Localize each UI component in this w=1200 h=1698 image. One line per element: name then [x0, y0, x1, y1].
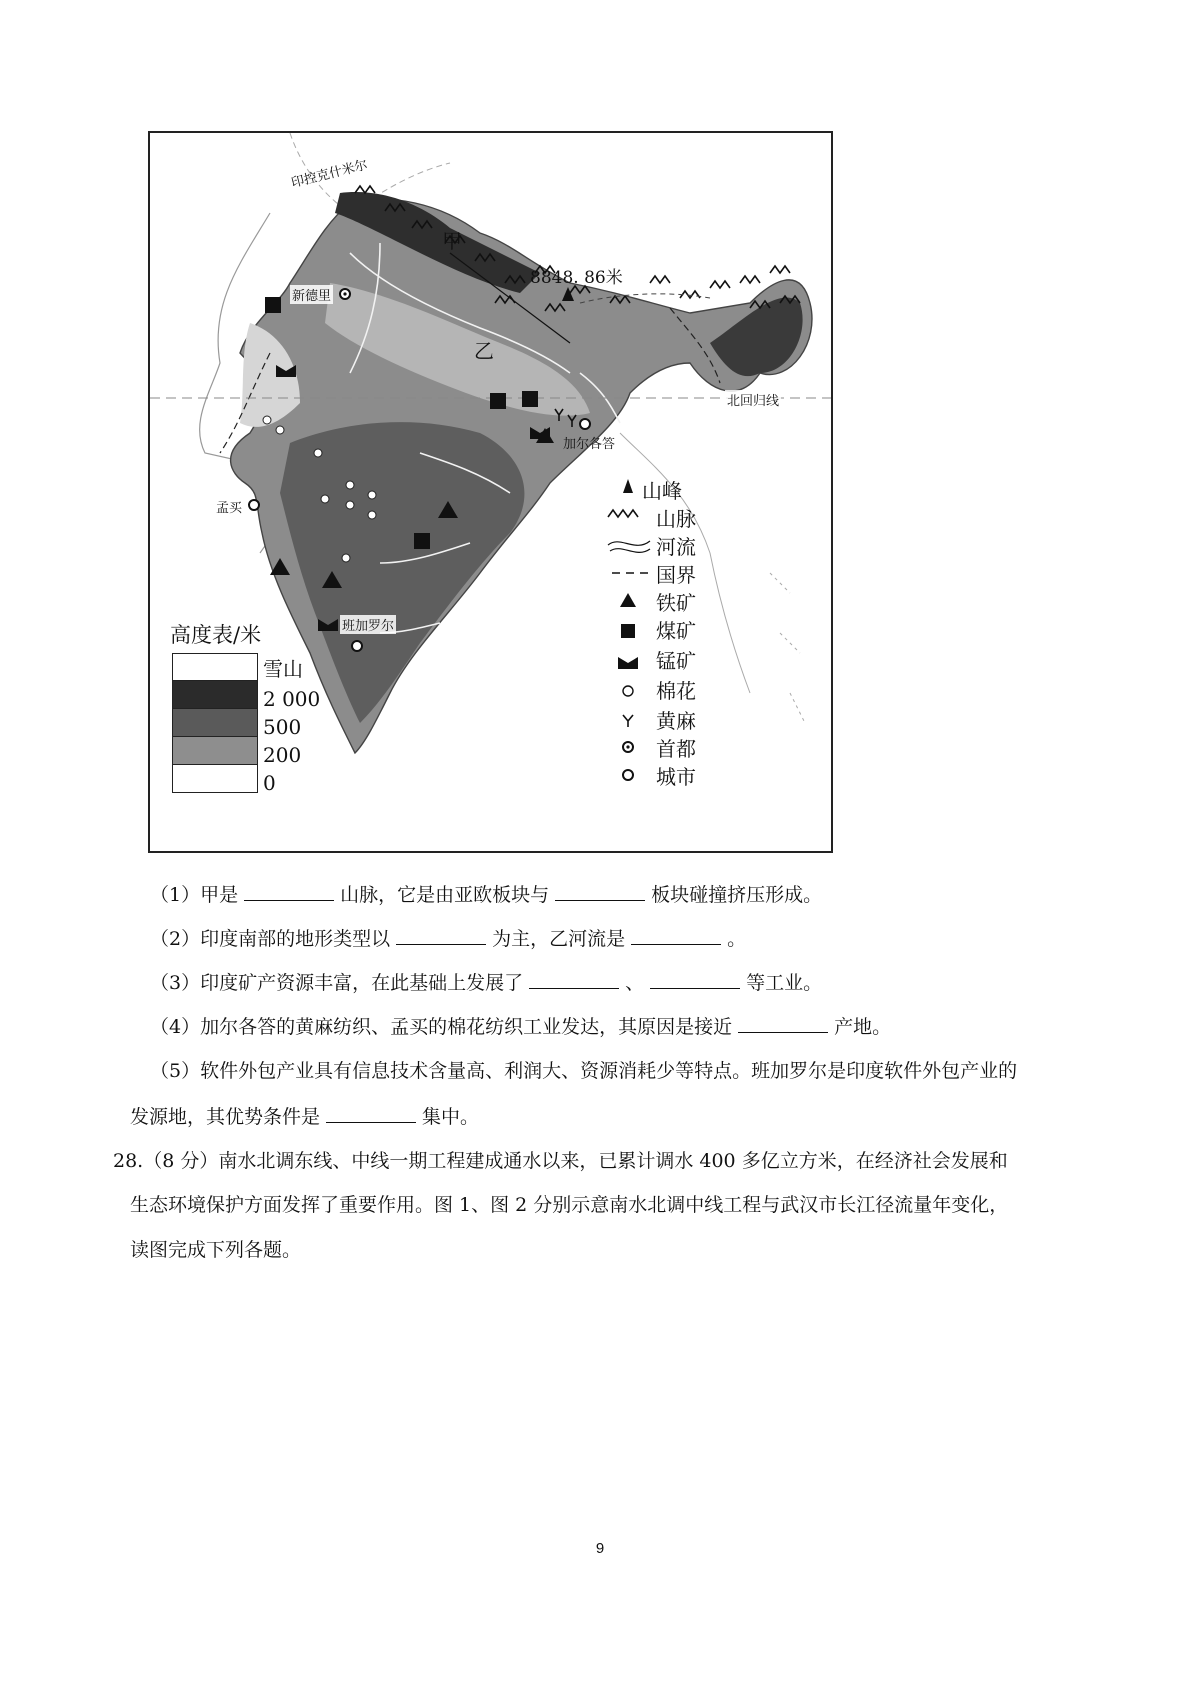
label-peak-height: 8848. 86米: [530, 268, 623, 288]
elevation-swatch-200: [172, 737, 258, 765]
elevation-swatch-500: [172, 709, 258, 737]
coal-icon: [522, 391, 538, 407]
q3-blank-2[interactable]: [650, 968, 740, 989]
q3-blank-1[interactable]: [529, 968, 619, 989]
question-4: [150, 1012, 891, 1040]
q4-blank-1[interactable]: [738, 1012, 828, 1033]
q4-text-b: 产地。: [834, 1016, 892, 1038]
elevation-label-snow: 雪山: [263, 657, 303, 681]
question-5-line-1: （5）软件外包产业具有信息技术含量高、利润大、资源消耗少等特点。班加罗尔是印度软件外包产业的: [150, 1060, 1018, 1082]
q2-text-b: 为主，乙河流是: [492, 928, 626, 950]
page-number: 9: [595, 1540, 605, 1557]
q3-text-b: 、: [625, 972, 645, 994]
q5-text-b: 集中。: [422, 1106, 480, 1128]
q2-text-a: （2）印度南部的地形类型以: [150, 928, 391, 950]
coal-icon: [414, 533, 430, 549]
q1-text-a: （1）甲是: [150, 884, 239, 906]
label-jia: 甲: [442, 229, 462, 253]
elevation-swatch-0: [172, 765, 258, 793]
question-28-line-3: 读图完成下列各题。: [130, 1239, 302, 1261]
question-28-line-1: 28.（8 分）南水北调东线、中线一期工程建成通水以来，已累计调水 400 多亿立方米，在经济社会发展和: [113, 1150, 1008, 1172]
label-mumbai: 孟买: [216, 501, 243, 516]
q4-text-a: （4）加尔各答的黄麻纺织、孟买的棉花纺织工业发达，其原因是接近: [150, 1016, 733, 1038]
q1-blank-1[interactable]: [244, 880, 334, 901]
elevation-label-200: 200: [263, 743, 302, 767]
label-tropic: 北回归线: [725, 390, 781, 409]
city-icon: [249, 500, 259, 510]
islands: [770, 573, 805, 723]
question-2: [150, 924, 746, 952]
legend-label-iron: 铁矿: [656, 591, 696, 615]
q2-text-c: 。: [727, 928, 747, 950]
q2-blank-2[interactable]: [631, 924, 721, 945]
legend-label-capital: 首都: [656, 737, 696, 761]
legend-label-peak: 山峰: [642, 479, 682, 503]
india-map: [148, 131, 833, 853]
elevation-swatch-snow: [172, 653, 258, 681]
legend-label-city: 城市: [656, 765, 696, 789]
elevation-label-0: 0: [263, 771, 276, 795]
question-1: [150, 880, 822, 908]
elevation-label-500: 500: [263, 715, 302, 739]
question-5-line-2: [130, 1102, 479, 1130]
label-new-delhi: 新德里: [290, 285, 333, 304]
coal-icon: [265, 297, 281, 313]
q3-text-a: （3）印度矿产资源丰富，在此基础上发展了: [150, 972, 524, 994]
q1-blank-2[interactable]: [555, 880, 645, 901]
city-icon: [580, 419, 590, 429]
legend-label-mountain-range: 山脉: [656, 507, 696, 531]
legend-label-manganese: 锰矿: [656, 649, 696, 673]
elevation-swatch-2000: [172, 681, 258, 709]
legend-label-border: 国界: [656, 563, 696, 587]
label-kolkata: 加尔各答: [563, 437, 616, 452]
legend-label-coal: 煤矿: [656, 619, 696, 643]
legend-label-river: 河流: [656, 535, 696, 559]
legend-label-cotton: 棉花: [656, 679, 696, 703]
legend-symbols: [608, 479, 650, 780]
q3-text-c: 等工业。: [746, 972, 823, 994]
legend-label-jute: 黄麻: [656, 709, 696, 733]
elevation-label-2000: 2 000: [263, 687, 321, 711]
label-kashmir: 印控克什米尔: [289, 157, 370, 192]
elevation-title: 高度表/米: [170, 623, 262, 647]
deccan-plateau: [280, 422, 524, 723]
q1-text-b: 山脉，它是由亚欧板块与: [340, 884, 550, 906]
q5-blank-1[interactable]: [326, 1102, 416, 1123]
question-3: [150, 968, 822, 996]
q1-text-c: 板块碰撞挤压形成。: [651, 884, 823, 906]
label-bangalore: 班加罗尔: [340, 615, 396, 634]
question-28-line-2: 生态环境保护方面发挥了重要作用。图 1、图 2 分别示意南水北调中线工程与武汉市长江径流量年变化，: [130, 1194, 1009, 1216]
q5-text-a: 发源地，其优势条件是: [130, 1106, 321, 1128]
label-yi: 乙: [474, 339, 494, 363]
q2-blank-1[interactable]: [396, 924, 486, 945]
coal-icon: [490, 393, 506, 409]
city-icon: [352, 641, 362, 651]
